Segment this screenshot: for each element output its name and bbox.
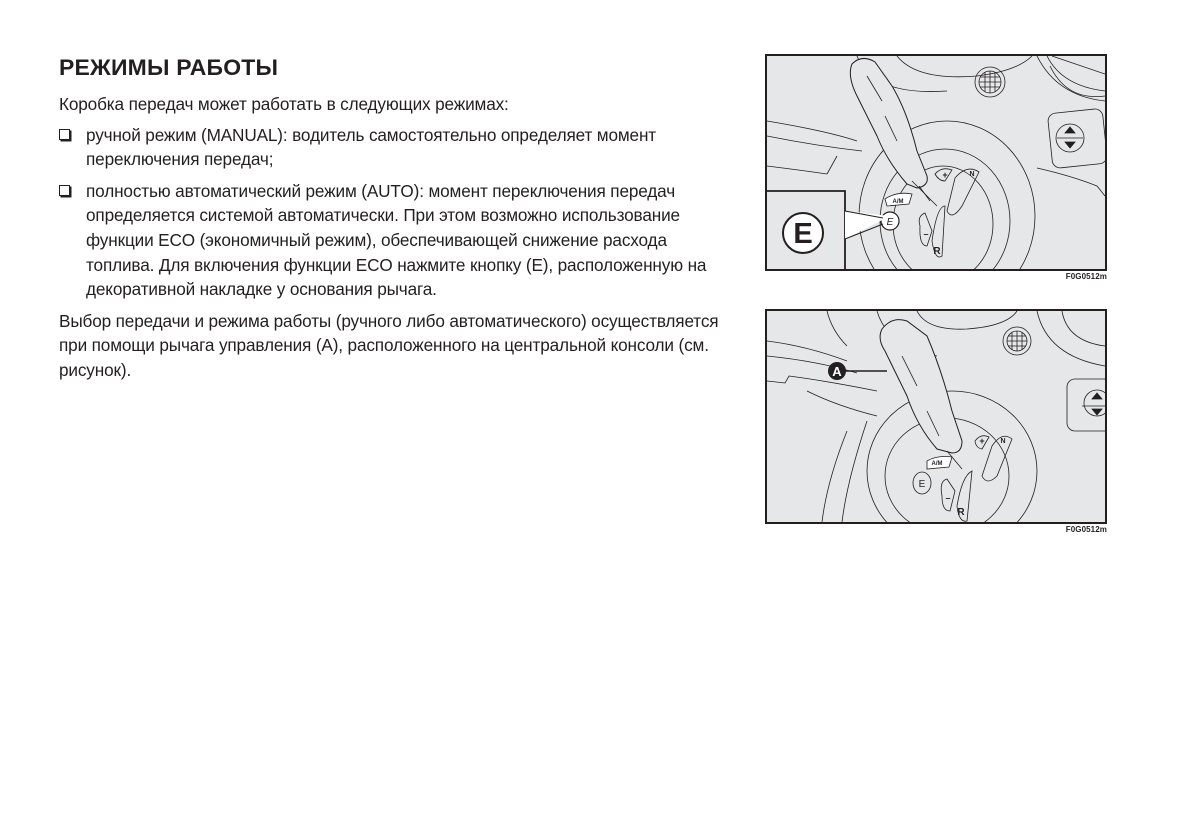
checkbox-square-icon [59,129,70,140]
list-item-text: полностью автоматический режим (AUTO): момент переключения передач определяется системой автоматически. При этом возможно использование функции ECO (экономичный режим), обеспечивающей снижение расхода топлива. Для включения функции ECO нажмите кнопку (E), расположенную на декоративной накладке у основания рычага. [86,180,707,300]
gear-lever-illustration [767,311,1105,522]
svg-text:E: E [918,479,926,490]
callout-label-a: A [832,364,842,379]
svg-text:+: + [979,436,985,446]
svg-text:E: E [886,217,894,228]
intro-paragraph: Коробка передач может работать в следующих режимах: [59,94,509,114]
svg-text:–: – [923,229,929,239]
figure-eco-button [765,54,1107,281]
svg-text:A/M: A/M [931,461,943,467]
list-item-auto [59,179,719,302]
closing-paragraph: Выбор передачи и режима работы (ручного либо автоматического) осуществляется при помощи рычага управления (A), расположенного на центральной консоли (см. рисунок). [59,310,719,380]
text-column [59,54,719,383]
svg-text:A/M: A/M [892,199,904,205]
figure-caption: F0G0512m [1065,525,1107,534]
svg-text:N: N [1000,438,1006,445]
figure-caption: F0G0512m [1065,272,1107,281]
figure-frame [765,309,1107,524]
list-item-manual [59,123,719,172]
svg-text:N: N [969,171,975,178]
section-heading: РЕЖИМЫ РАБОТЫ [59,55,279,80]
checkbox-square-icon [59,185,70,196]
svg-text:R: R [933,246,941,257]
figure-frame [765,54,1107,271]
figure-gear-lever [765,309,1107,534]
callout-label-e: E [793,218,813,250]
gear-selector-illustration [767,56,1105,269]
list-item-text: ручной режим (MANUAL): водитель самостоятельно определяет момент переключения передач; [86,124,657,170]
modes-list [59,123,719,302]
svg-text:R: R [957,507,965,518]
svg-text:+: + [942,170,948,180]
svg-text:–: – [945,493,951,503]
